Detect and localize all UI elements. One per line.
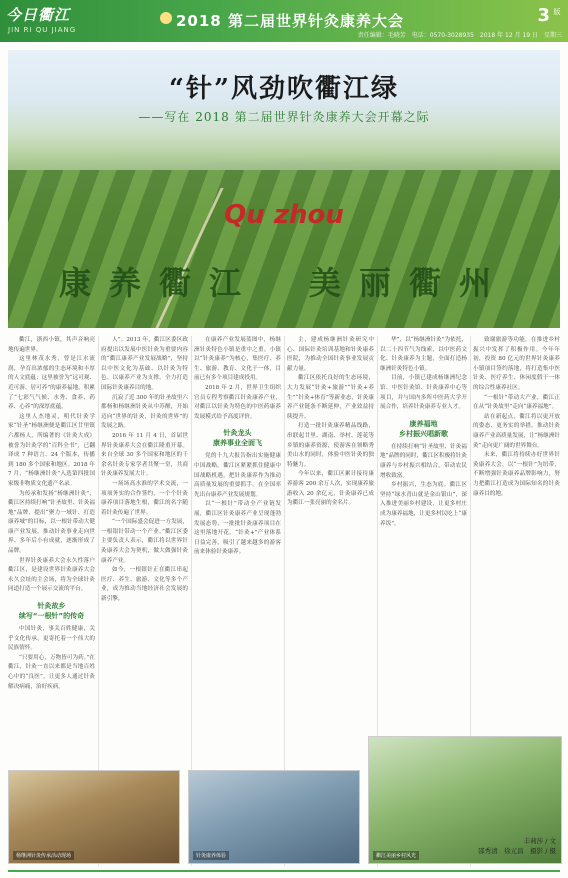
paragraph: 衢江，浙西小镇，其声音响亮地传遍世界。 xyxy=(8,337,95,353)
logo-subtext: JIN RI QU JIANG xyxy=(8,26,77,34)
paragraph: 为传承和发扬“杨继洲针灸”，衢江区持续打响“针圣故里、针灸福地”品牌，提出“聚力一域针、打造康养城”的目标，以一根针带动大健康产业发展，推动针灸事业走向世界、多年后小有成就，逐渐形成了品牌。 xyxy=(8,490,95,555)
subheading-line: 康养事业全面飞 xyxy=(213,439,262,448)
byline-photographer: 邵秀清 徐元昌 摄影 / 摄 xyxy=(478,847,556,855)
bottom-rule xyxy=(8,870,560,872)
article-column-4 xyxy=(287,336,374,726)
paragraph: 致谢旅游等功能，在推进乡村振兴中发挥了积极作用。今年年初，投资 80 亿元的世界针灸康养小镇项目签约落地，将打造集中医针灸、医疗养生、休闲度假于一体的综合性康养社区。 xyxy=(473,337,560,391)
article-photo-1 xyxy=(8,770,180,864)
article-photo-2 xyxy=(188,770,360,864)
paragraph: “一个国际盛会促进一方发展，一根银针带动一个产业。”衢江区委主要负责人表示，衢江将以世界针灸康养大会为契机，做大做强针灸康养产业。 xyxy=(101,519,188,564)
logo-text: 今日衢江 xyxy=(6,6,71,24)
subheading-line: 续写“一根针”的传奇 xyxy=(18,612,85,621)
paragraph: 未来，衢江将持续办好世界针灸康养大会，以“一根针”为纽带，不断增强针灸康养品牌影响力，努力把衢江打造成为国际知名的针灸康养目的地。 xyxy=(473,452,560,497)
photo-caption: 衢江美丽乡村风光 xyxy=(373,851,419,860)
paragraph: 党的十九大报告指出实施健康中国战略。衢江区紧紧抓住健康中国战略机遇，把针灸康养作为推动高质量发展的重要抓手，在全国率先出台康养产业发展规划。 xyxy=(194,453,281,498)
photo-caption: 杨继洲针灸传承活动现场 xyxy=(13,851,74,860)
headline: “针”风劲吹衢江绿 xyxy=(169,74,399,104)
subheading-line: 针灸故乡 xyxy=(37,602,66,611)
photo-caption: 针灸康养体验 xyxy=(193,851,229,860)
paragraph: 目前，小镇已建成杨继洲纪念馆、中医针灸馆、针灸康养中心等项目，并与国内多所中医药大学开展合作，培养针灸康养专业人才。 xyxy=(380,375,467,411)
acupuncture-emblem-icon xyxy=(160,12,172,24)
edition-meta: 责任编辑：毛晓芳 电话：0570-3028935 2018 年 12 月 19 日 星期三 xyxy=(357,32,562,39)
paragraph: 一场场高水准的学术交流，一项项务实的合作签约，一个个针灸康养项目落地生根，衢江的名字随着针灸传遍了世界。 xyxy=(101,480,188,516)
subheading-line: 康养福地 xyxy=(409,419,438,428)
photo-strip xyxy=(8,770,560,872)
paragraph: 以“一根针”带动全产业链发展，衢江区针灸康养产业呈现蓬勃发展态势，一批批针灸康养项目在这里落地开花，“针灸+”产业体系日益完善，吸引了越来越多的游客前来体验针灸康养。 xyxy=(194,501,281,556)
page-label: 版 xyxy=(553,8,561,15)
paragraph: “只要用心，万物皆可为药。”在衢江，针灸一直以来都是当地百姓心中的“良医”，让更多人通过针灸解决病痛，治好疾病。 xyxy=(8,654,95,690)
paragraph: 世界针灸康养大会永久性落户衢江区，是建设世界针灸康养大会永久会址的主会场，将为全球针灸同道打造一个展示交流的平台。 xyxy=(8,557,95,593)
hero-photo xyxy=(8,50,560,328)
section-subheading xyxy=(380,419,467,439)
paragraph: 如今，一根银针正在衢江串起医疗、养生、旅游、文化等多个产业，成为推动当地经济社会发展的新引擎。 xyxy=(101,567,188,603)
subheading-line: 针灸龙头 xyxy=(223,429,252,438)
paragraph: 打造一批针灸康养精品线路，串联起廿里、湖南、举村、莲花等乡镇的康养资源，使游客在领略秀美山水的同时，体验中医针灸的独特魅力。 xyxy=(287,423,374,468)
byline-author: 丰莉莎 / 文 xyxy=(523,837,556,845)
field-art-logo: Qu zhou xyxy=(224,200,344,230)
page-number: 3 xyxy=(537,5,550,26)
paragraph: 在康养产业发展蓝图中，杨继洲针灸特色小镇是重中之重。小镇以“针灸康养”为核心，集医疗、养生、旅游、教育、文化于一体，目前已有多个项目建成投用。 xyxy=(194,337,281,382)
paragraph: 主，建成杨继洲针灸研究中心、国际针灸培训基地和针灸康养医院，为推动全国针灸事业发展贡献力量。 xyxy=(287,337,374,372)
paragraph: 这里林茂水秀，曾是江水流润，孕育出浓郁的生态环境和丰厚的人文底蕴；这里被誉为“远可观、近可游、居可养”的康养福地，积累了“七彩气气候、水秀、食养、药养、心养”的深厚底蕴。 xyxy=(8,356,95,411)
article-column-2 xyxy=(101,336,188,766)
masthead-bar xyxy=(0,0,568,42)
paragraph: 2016 年 11 月 4 日，首届世界针灸康养大会在衢江隆重开幕。来自全球 30 多个国家和地区的千余名针灸专家学者共聚一堂，共商针灸康养发展大计。 xyxy=(101,432,188,478)
paragraph: 衢江区依托良好的生态环境，大力发展“针灸+旅游”“针灸+养生”“针灸+体育”等新业态，针灸康养产业链条不断延伸，产业效益持续提升。 xyxy=(287,375,374,420)
paragraph: 2018 年 2 月，世界卫生组织官员专程考察衢江针灸康养产业，对衢江以针灸为特色的中医药康养发展模式给予高度评价。 xyxy=(194,384,281,420)
newspaper-logo xyxy=(6,4,98,38)
paragraph: 站在新起点，衢江将以更开放的姿态、更务实的举措，推动针灸康养产业高质量发展，让“杨继洲针灸”走向更广阔的世界舞台。 xyxy=(473,413,560,449)
paragraph: “一根针”带动大产业，衢江正在从“针灸故里”走向“康养福地”。 xyxy=(473,394,560,411)
paragraph: 中国针灸，事关百姓健康，关乎文化传承，更寄托着一个伟大的民族情怀。 xyxy=(8,626,95,652)
section-subheading xyxy=(194,428,281,448)
article-column-1 xyxy=(8,336,95,766)
section-title: 2018 第二届世界针灸康养大会 xyxy=(176,12,404,30)
paragraph: 华”，以“杨继洲针灸”为依托，以二十四节气为线索，以中医药文化、针灸康养为主题，全面打造杨继洲针灸特色小镇。 xyxy=(380,337,467,372)
section-subheading xyxy=(8,601,95,621)
paragraph: 在持续打响“针圣故里、针灸福地”品牌的同时，衢江区积极将针灸康养与乡村振兴相结合，带动农民增收致富。 xyxy=(380,443,467,479)
article-column-5 xyxy=(380,336,467,726)
paragraph: 这里人杰地灵，明代针灸学家“针圣”杨继洲便是衢江区廿里镇六都杨人，所编著的《针灸大成》被誉为针灸学的“百科全书”，已翻译成 7 种语言、24 个版本，传播到 180 多个国家和地区。2018 年 7 月，“杨继洲针灸”入选第四批国家级非物质文化遗产名录。 xyxy=(8,413,95,487)
paragraph: 沉寂了近 300 年的针圣故里六都杨和杨继洲针灸从中苏醒，开始迈向“世界的针灸，针灸的世界”的发展之路。 xyxy=(101,394,188,430)
paragraph: 今年以来，衢江区累计接待康养游客 200 余万人次，实现康养旅游收入 20 余亿元，针灸康养已成为衢江一张亮丽的金名片。 xyxy=(287,471,374,507)
subheading-line: 乡村振兴唱新歌 xyxy=(399,429,448,438)
field-art-text: 康养衢江 美丽衢州 xyxy=(58,264,509,302)
subheadline: ——写在 2018 第二届世界针灸康养大会开幕之际 xyxy=(138,110,430,124)
paragraph: 乡村振兴，生态为底。衢江区坚持“绿水青山就是金山银山”，深入推进美丽乡村建设，让更多村庄成为康养福地，让更多村民吃上“康养饭”。 xyxy=(380,482,467,527)
paragraph: 人”。2013 年，衢江区委区政府提出以发展中医针灸为重要内容的“衢江康养产业发展战略”，坚持以中医文化为基础、以针灸为特色、以康养产业为支撑，全力打造国际针灸康养目的地。 xyxy=(101,337,188,391)
article-column-3 xyxy=(194,336,281,766)
byline xyxy=(478,836,556,856)
